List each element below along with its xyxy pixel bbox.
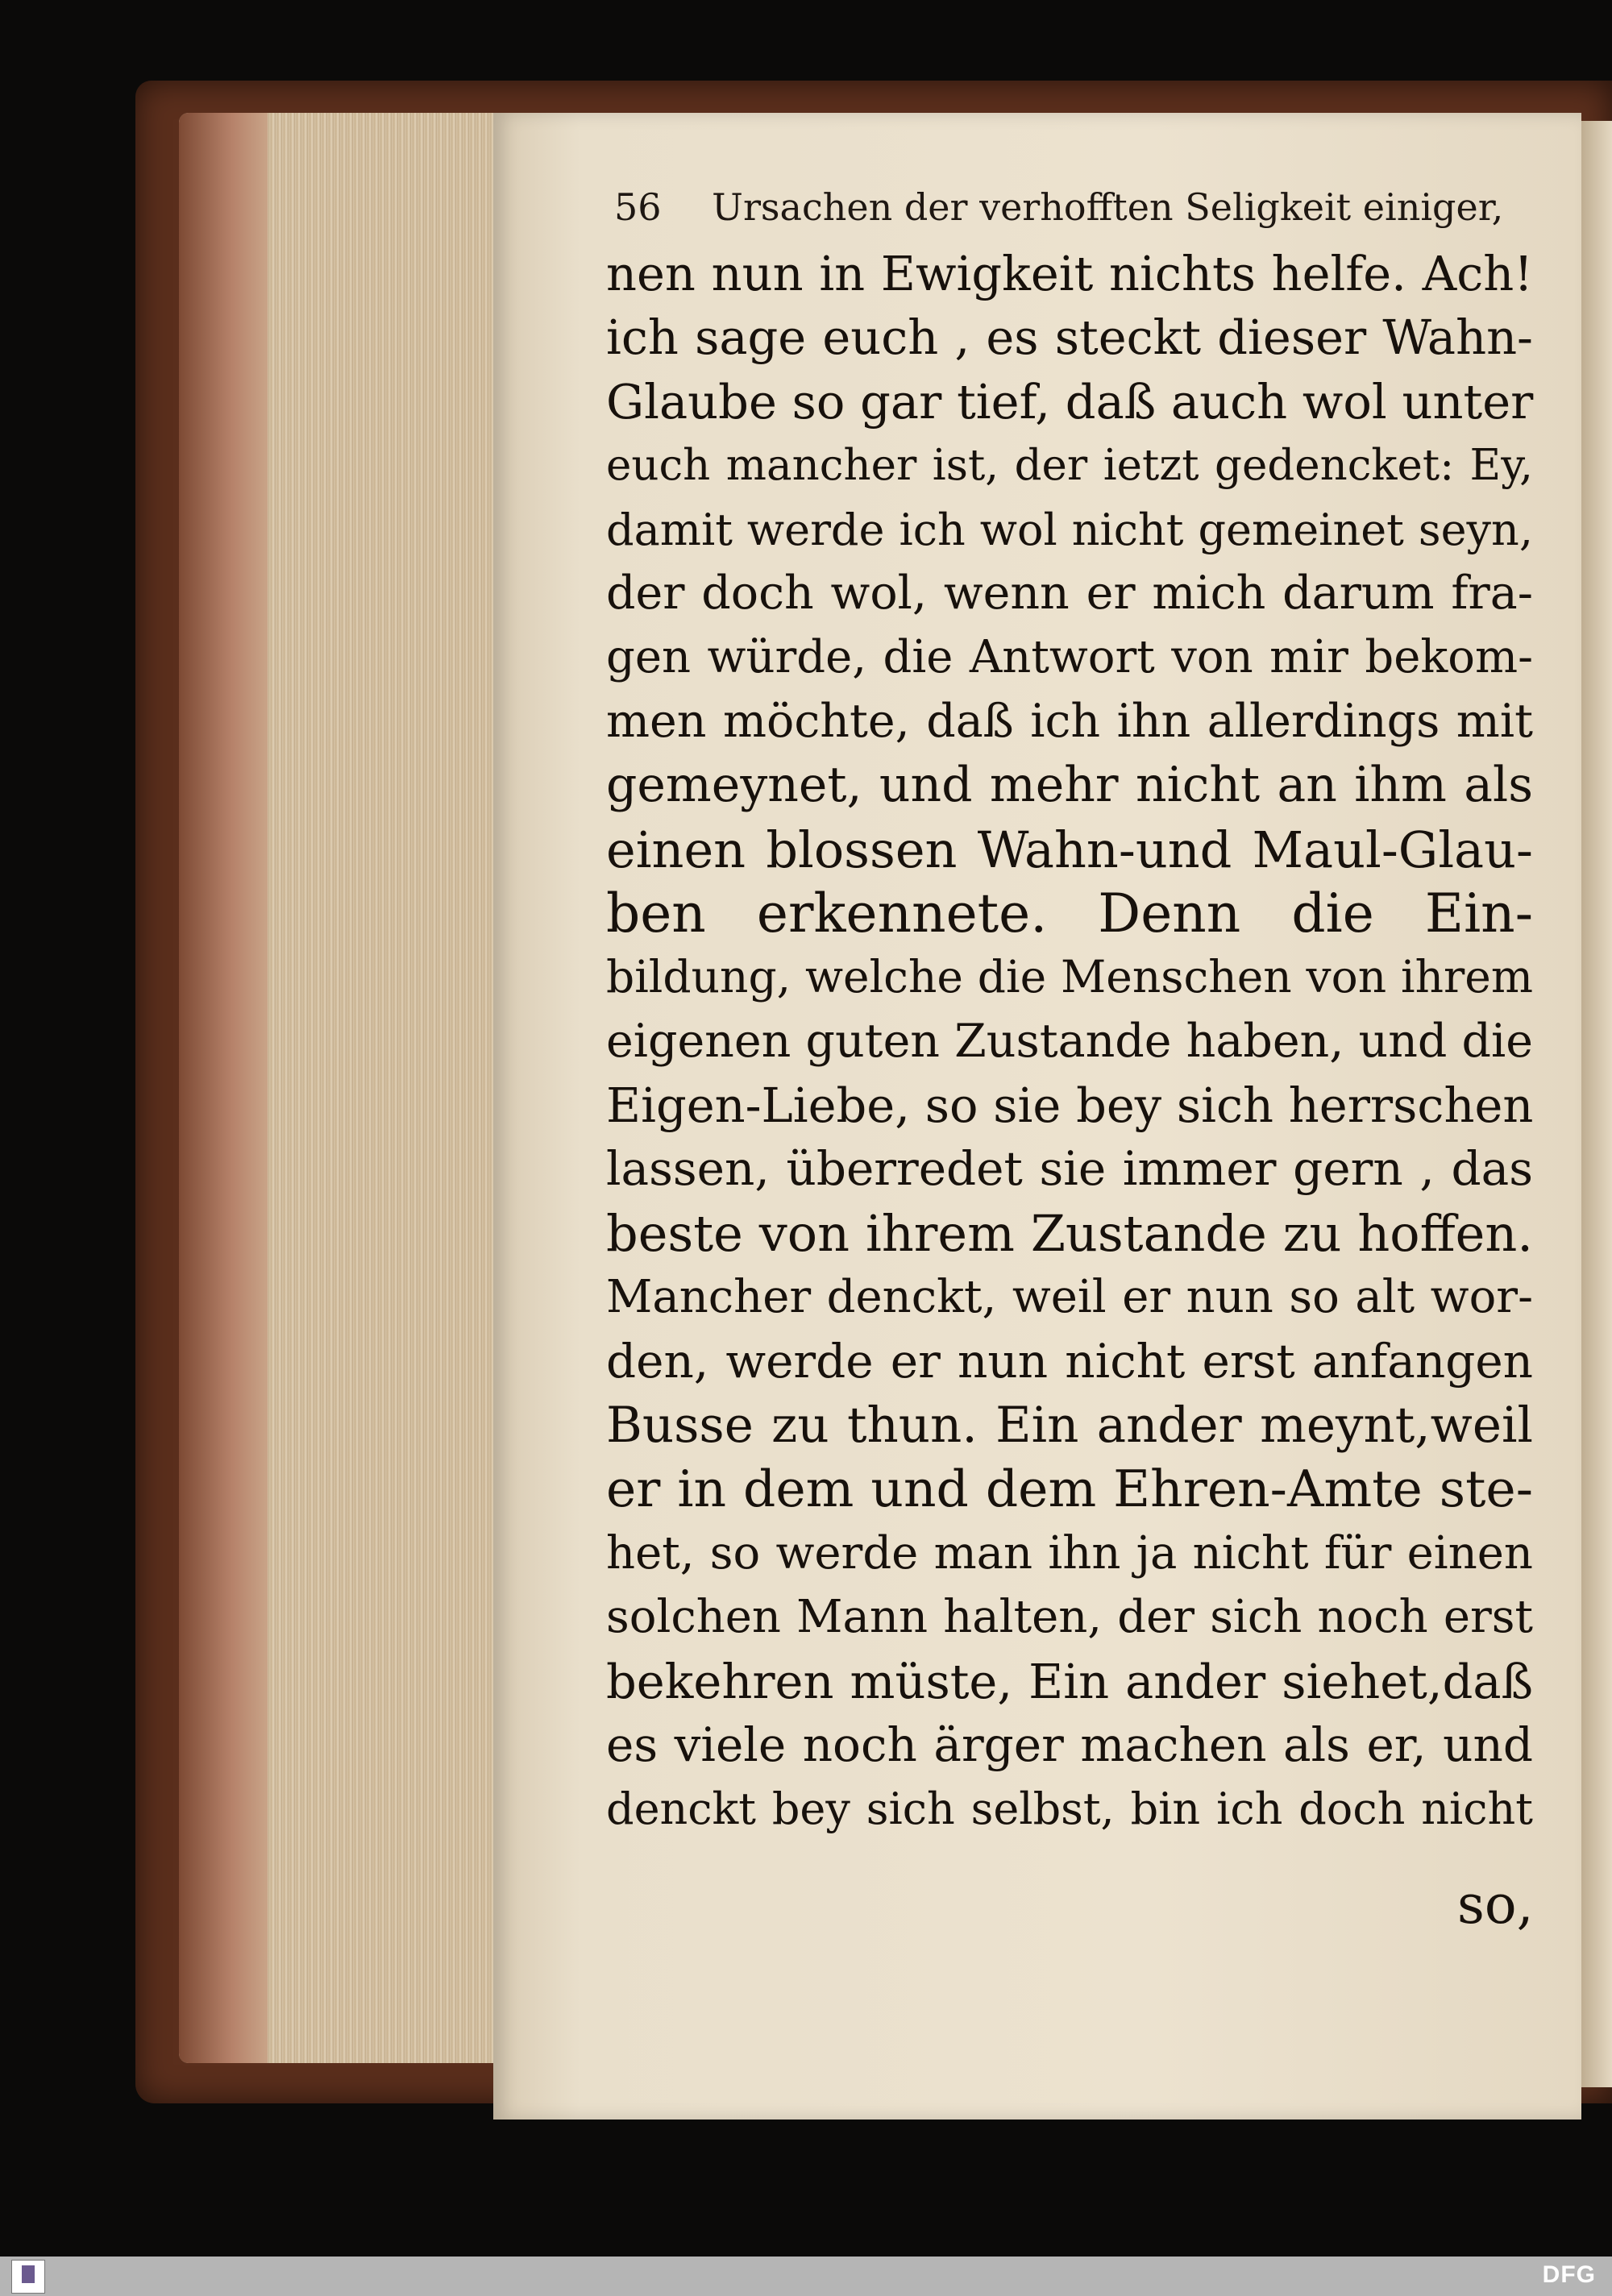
text-line: solchen Mann halten, der sich noch erst — [606, 1591, 1533, 1644]
text-line: der doch wol, wenn er mich darum fra- — [606, 566, 1533, 620]
text-line: ben erkennete. Denn die Ein- — [606, 882, 1533, 945]
page-header — [614, 185, 1541, 237]
text-line: Busse zu thun. Ein ander meynt,weil — [606, 1397, 1533, 1455]
facing-page-edge — [1578, 121, 1612, 2087]
library-logo-icon[interactable] — [11, 2260, 45, 2294]
text-line: eigenen guten Zustande haben, und die — [606, 1014, 1533, 1068]
text-line: einen blossen Wahn-und Maul-Glau- — [606, 820, 1533, 879]
text-line: Eigen-Liebe, so sie bey sich herrschen — [606, 1077, 1534, 1134]
text-line: denckt bey sich selbst, bin ich doch nicht — [606, 1783, 1533, 1835]
cover-edge — [179, 113, 268, 2063]
text-line: gemeynet, und mehr nicht an ihm als — [606, 757, 1533, 814]
text-line: gen würde, die Antwort von mir bekom- — [606, 631, 1533, 684]
catchword: so, — [1457, 1874, 1534, 1936]
text-line: Mancher denckt, weil er nun so alt wor- — [606, 1271, 1533, 1324]
running-head: Ursachen der verhofften Seligkeit einiger, — [712, 185, 1504, 229]
text-line: euch mancher ist, der ietzt gedencket: Ey, — [606, 441, 1533, 491]
text-line: beste von ihrem Zustande zu hoffen. — [606, 1203, 1533, 1263]
text-line: ich sage euch , es steckt dieser Wahn- — [606, 309, 1533, 366]
text-line: lassen, überredet sie immer gern , das — [606, 1141, 1533, 1197]
dfg-logo[interactable]: DFG — [1542, 2261, 1596, 2288]
page-number: 56 — [614, 185, 662, 229]
text-line: er in dem und dem Ehren-Amte ste- — [606, 1459, 1533, 1519]
text-line: es viele noch ärger machen als er, und — [606, 1717, 1533, 1772]
text-line: damit werde ich wol nicht gemeinet seyn, — [606, 504, 1533, 555]
text-line: bildung, welche die Menschen von ihrem — [606, 951, 1533, 1003]
body-text — [606, 242, 1533, 1841]
text-line: bekehren müste, Ein ander siehet,daß — [606, 1653, 1533, 1709]
text-line: Glaube so gar tief, daß auch wol unter — [606, 373, 1534, 430]
viewer-footer-bar — [0, 2257, 1612, 2296]
text-line: nen nun in Ewigkeit nichts helfe. Ach! — [606, 246, 1533, 301]
text-line: men möchte, daß ich ihn allerdings mit — [606, 694, 1533, 748]
text-line: den, werde er nun nicht erst anfangen — [606, 1333, 1533, 1389]
text-line: het, so werde man ihn ja nicht für einen — [606, 1526, 1533, 1580]
